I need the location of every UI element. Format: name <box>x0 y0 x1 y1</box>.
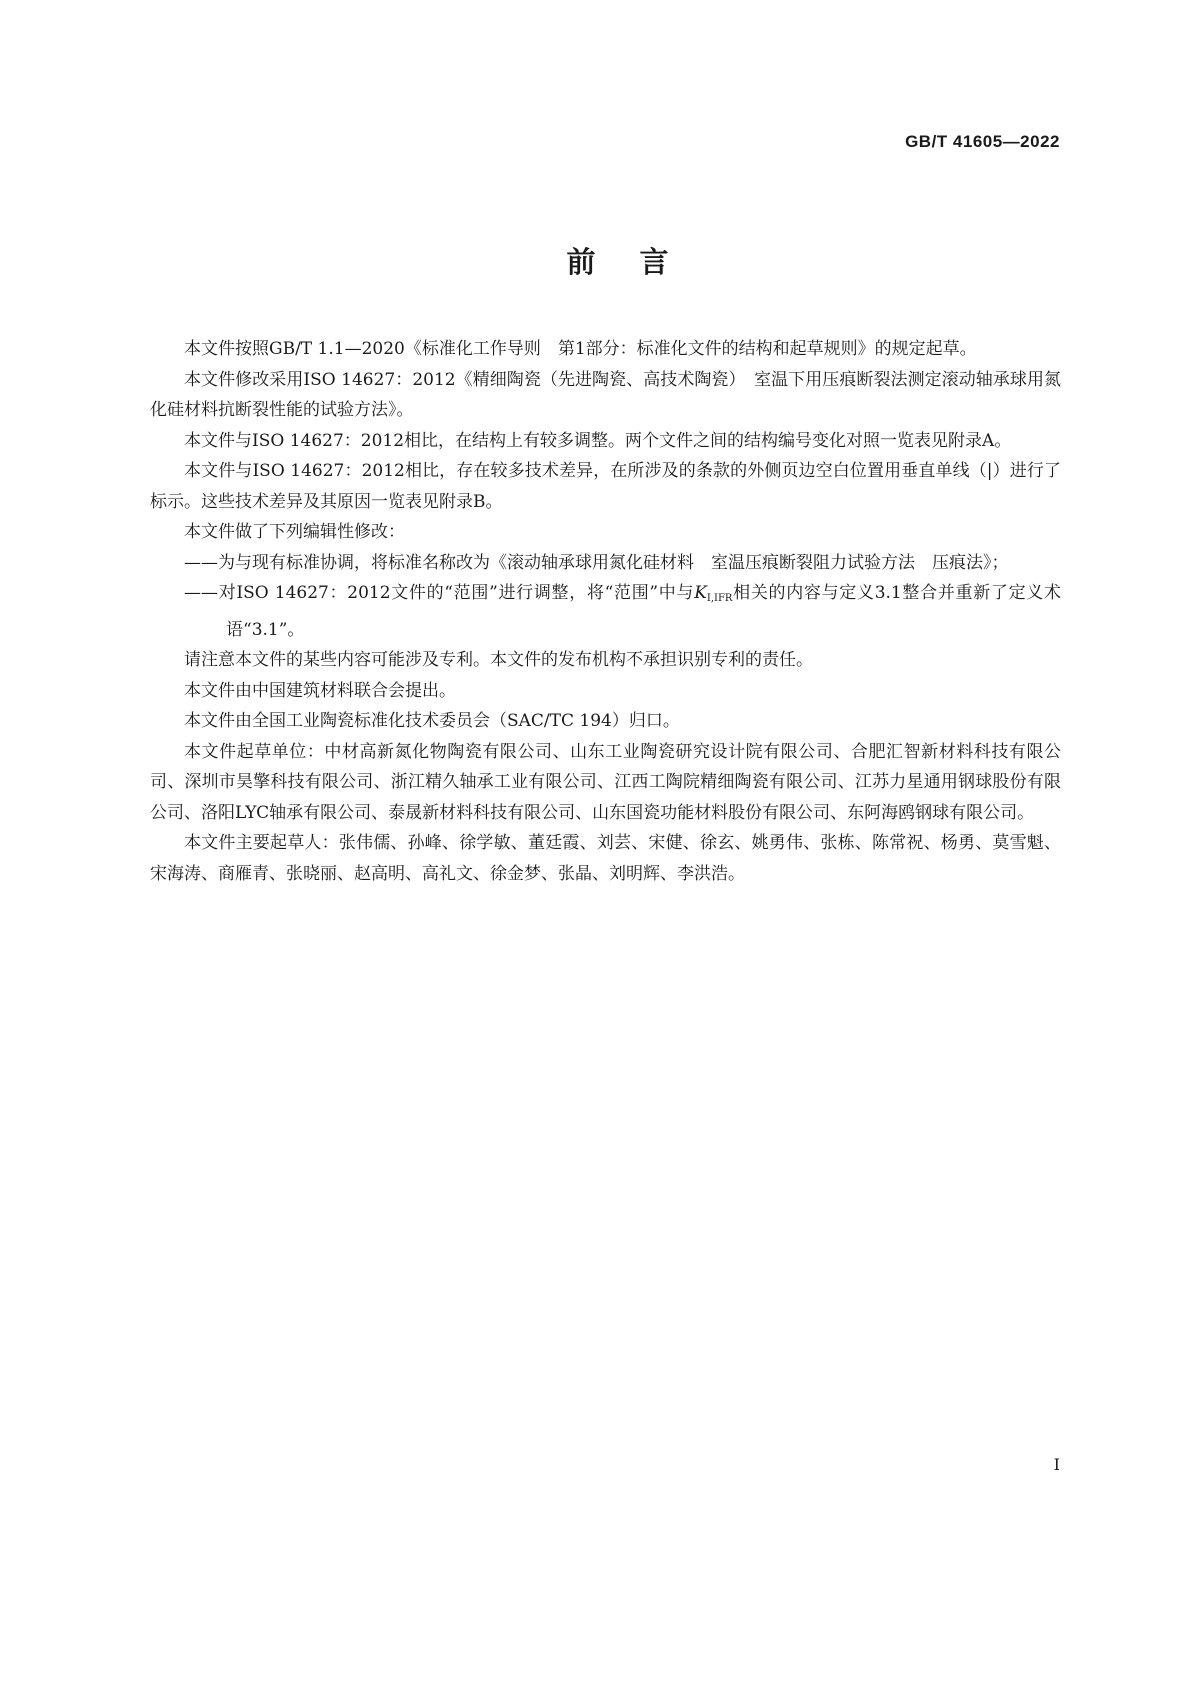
paragraph-drafting-rules: 本文件按照GB/T 1.1—2020《标准化工作导则 第1部分：标准化文件的结构和起草规则》的规定起草。 <box>184 339 977 359</box>
math-variable: K <box>694 583 707 603</box>
list-item: ——为与现有标准协调，将标准名称改为《滚动轴承球用氮化硅材料 室温压痕断裂阻力试验方法 压痕法》； <box>184 552 1009 573</box>
paragraph-structure-changes: 本文件与ISO 14627：2012相比，在结构上有较多调整。两个文件之间的结构编号变化对照一览表见附录A。 <box>184 430 1012 451</box>
paragraph-drafting-organizations: 本文件起草单位：中材高新氮化物陶瓷有限公司、山东工业陶瓷研究设计院有限公司、合肥汇智新材料科技有限公司、深圳市昊擎科技有限公司、浙江精久轴承工业有限公司、江西工陶院精细陶瓷有限公司、江苏力星通用钢球股份有限公司、洛阳LYC轴承有限公司、泰晟新材料科技有限公司、山东国瓷功能材料股份有限公司、东阿海鸥钢球有限公司。 <box>150 741 1061 823</box>
math-subscript: I,IFR <box>706 593 733 604</box>
paragraph-editorial-intro: 本文件做了下列编辑性修改： <box>184 522 405 542</box>
page-title: 前言 <box>566 245 713 279</box>
list-item-text: 相关的内容与定义3.1整合并重新了定义术语“3.1”。 <box>226 583 1061 640</box>
paragraph-proposer: 本文件由中国建筑材料联合会提出。 <box>184 680 456 701</box>
paragraph-technical-differences: 本文件与ISO 14627：2012相比，存在较多技术差异，在所涉及的条款的外侧页边空白位置用垂直单线（|）进行了标示。这些技术差异及其原因一览表见附录B。 <box>150 461 1061 512</box>
paragraph-patent-notice: 请注意本文件的某些内容可能涉及专利。本文件的发布机构不承担识别专利的责任。 <box>184 650 813 670</box>
page-number: I <box>1053 1455 1060 1474</box>
foreword-body <box>150 334 1061 889</box>
list-item-text: ——对ISO 14627：2012文件的“范围”进行调整，将“范围”中与 <box>184 583 695 603</box>
paragraph-adoption: 本文件修改采用ISO 14627：2012《精细陶瓷（先进陶瓷、高技术陶瓷） 室温下用压痕断裂法测定滚动轴承球用氮化硅材料抗断裂性能的试验方法》。 <box>150 369 1061 420</box>
list-item <box>184 578 1061 645</box>
editorial-changes-list <box>150 548 1061 646</box>
paragraph-technical-committee: 本文件由全国工业陶瓷标准化技术委员会（SAC/TC 194）归口。 <box>184 711 680 731</box>
standard-code: GB/T 41605—2022 <box>905 132 1060 151</box>
paragraph-drafters: 本文件主要起草人：张伟儒、孙峰、徐学敏、董廷霞、刘芸、宋健、徐玄、姚勇伟、张栋、陈常祝、杨勇、莫雪魁、宋海涛、商雁青、张晓丽、赵高明、高礼文、徐金梦、张晶、刘明辉、李洪浩。 <box>150 833 1061 884</box>
